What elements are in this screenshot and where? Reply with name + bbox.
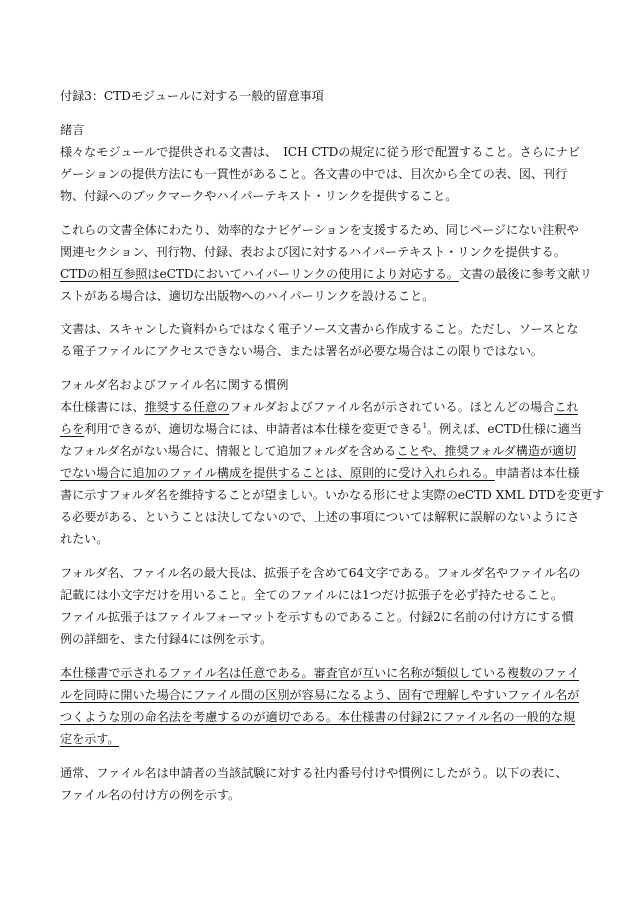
paragraph-line: 様々なモジュールで提供される文書は、 ICH CTDの規定に従う形で配置すること。さらにナビ [60, 145, 580, 159]
text-run: 申請者は本仕様 [494, 466, 580, 480]
paragraph-line [60, 440, 576, 463]
paragraph-line: ファイル拡張子はファイルフォーマットを示すものであること。付録2に名前の付け方にする慣 [60, 610, 574, 624]
paragraph-line: ゲーションの提供方法にも一貫性があること。各文書の中では、目次から全ての表、図、刊行 [60, 167, 568, 181]
paragraph-line: フォルダ名、ファイル名の最大長は、拡張子を含めて64文字である。フォルダ名やファイル名の [60, 566, 581, 580]
paragraph-line: 文書は、スキャンした資料からではなく電子ソース文書から作成すること。ただし、ソースとな [60, 322, 579, 336]
underlined-text: でない場合に追加のファイル構成を提供することは、原則的に受け入れられる。 [60, 466, 495, 480]
paragraph-line [60, 728, 119, 751]
text-run: 文書の最後に参考文献リ [458, 267, 592, 281]
paragraph-line [60, 396, 578, 419]
paragraph-line: ファイル名の付け方の例を示す。 [60, 788, 241, 802]
paragraph-line: 書に示すフォルダ名を維持することが望ましい。いかなる形にせよ実際のeCTD XML DTDを変更す [60, 488, 605, 502]
paragraph-line: れたい。 [60, 532, 109, 546]
page-heading: 付録3：CTDモジュールに対する一般的留意事項 [60, 89, 324, 103]
paragraph-line: る電子ファイルにアクセスできない場合、または署名が必要な場合はこの限りではない。 [60, 344, 543, 358]
paragraph-line: 物、付録へのブックマークやハイパーテキスト・リンクを提供すること。 [60, 189, 458, 203]
underlined-text: らを [60, 422, 85, 436]
footnote-marker[interactable]: 1 [422, 422, 427, 430]
paragraph-line [60, 462, 580, 485]
paragraph-line [60, 684, 579, 707]
underlined-text: 推奨する任意の [144, 400, 230, 414]
underlined-text: つくような別の命名法を考慮するのが適切である。本仕様書の付録2にファイル名の一般的な規 [60, 710, 576, 724]
paragraph-line: 通常、ファイル名は申請者の当該試験に対する社内番号付けや慣例にしたがう。以下の表に、 [60, 766, 568, 780]
section-title-preface: 緒言 [60, 123, 85, 137]
text-run: フォルダおよびファイル名が示されている。ほとんどの場合 [229, 400, 555, 414]
paragraph-line [60, 263, 592, 286]
paragraph-line: 関連セクション、刊行物、付録、表および図に対するハイパーテキスト・リンクを提供する。 [60, 245, 566, 259]
underlined-text: ことや、推奨フォルダ構造が適切 [396, 444, 577, 458]
text-run: 利用できるが、適切な場合には、申請者は本仕様を変更できる [84, 422, 423, 436]
underlined-text: 定を示す。 [60, 732, 120, 746]
underlined-text: ルを同時に開いた場合にファイル間の区別が容易になるよう、固有で理解しやすいファイル名が [60, 688, 580, 702]
text-run: 。例えば、eCTD仕様に適当 [427, 422, 582, 436]
paragraph-line [60, 706, 575, 729]
paragraph-line: 記載には小文字だけを用いること。全てのファイルには1つだけ拡張子を必ず持たせること。 [60, 588, 563, 602]
underlined-text: 本仕様書で示されるファイル名は任意である。審査官が互いに名称が類似している複数のファイ [60, 666, 580, 680]
text-run: 本仕様書には、 [60, 400, 145, 414]
text-run: なフォルダ名がない場合に、情報として追加フォルダを含める [60, 444, 397, 458]
paragraph-line [60, 418, 582, 441]
paragraph-line: 例の詳細を、また付録4には例を示す。 [60, 632, 273, 646]
underlined-text: これ [554, 400, 579, 414]
underlined-text: CTDの相互参照はeCTDにおいてハイパーリンクの使用により対応する。 [60, 267, 459, 281]
paragraph-line: ストがある場合は、適切な出版物へのハイパーリンクを設けること。 [60, 289, 435, 303]
paragraph-line: る必要がある、ということは決してないので、上述の事項については解釈に誤解のないようにさ [60, 510, 580, 524]
paragraph-line [60, 662, 579, 685]
paragraph-line: これらの文書全体にわたり、効率的なナビゲーションを支援するため、同じページにない注釈や [60, 223, 579, 237]
section-title-naming: フォルダ名およびファイル名に関する慣例 [60, 378, 289, 392]
